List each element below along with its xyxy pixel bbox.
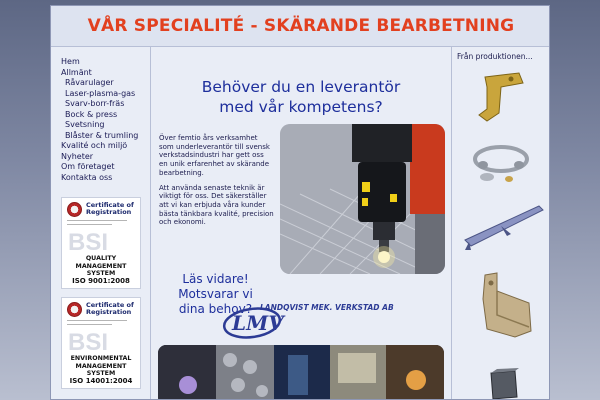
steel-rail-product[interactable] bbox=[457, 192, 547, 252]
bsi-watermark: BSI bbox=[68, 329, 109, 354]
cta-line-3: dina behov? bbox=[178, 302, 253, 316]
intro-paragraph-1: Över femtio års verksamhet som underleverantör till svensk verkstadsindustri har gett oss en unik erfarenhet av skärande bearbetning. bbox=[159, 134, 270, 177]
headline-line-1: Behöver du en leverantör bbox=[201, 78, 401, 96]
headline-line-2: med vår kompetens? bbox=[219, 98, 383, 116]
nav-item-bock-press[interactable]: Bock & press bbox=[65, 109, 118, 119]
certificate-seal-icon bbox=[67, 302, 82, 317]
left-sidebar bbox=[51, 47, 151, 400]
iso-14001-certificate[interactable] bbox=[61, 297, 141, 389]
nav-item-blaster-trumling[interactable]: Blåster & trumling bbox=[65, 130, 139, 140]
cta-line-1: Läs vidare! bbox=[182, 272, 249, 286]
nav-item-laser-plasma-gas[interactable]: Laser-plasma-gas bbox=[65, 88, 136, 98]
laser-machine-illustration bbox=[280, 124, 445, 274]
cert-line-2: MANAGEMENT SYSTEM bbox=[75, 262, 127, 277]
bsi-watermark: BSI bbox=[68, 229, 109, 254]
divider bbox=[67, 324, 112, 325]
brass-bracket-product[interactable] bbox=[457, 69, 547, 127]
nav-item-kontakta-oss[interactable]: Kontakta oss bbox=[61, 172, 113, 182]
main-navigation bbox=[61, 57, 138, 183]
nav-item-kvalite-miljo[interactable]: Kvalité och miljö bbox=[61, 141, 128, 150]
bent-plate-product[interactable] bbox=[457, 269, 547, 339]
laser-cutter-photo bbox=[280, 124, 445, 274]
site-header bbox=[51, 6, 550, 47]
page-title: VÅR SPECIALITÉ - SKÄRANDE BEARBETNING bbox=[87, 16, 515, 36]
intro-paragraph-2: Att använda senaste teknik är viktigt för oss. Det säkerställer att vi kan erbjuda våra kunder bästa tänkbara kvalité, precision och ekonomi. bbox=[159, 183, 274, 227]
iso-9001-certificate[interactable] bbox=[61, 197, 141, 289]
certificate-title: Certificate of Registration bbox=[86, 201, 134, 216]
product-sidebar bbox=[451, 47, 550, 400]
cert-line-1: QUALITY bbox=[85, 255, 117, 262]
cert-standard: ISO 9001:2008 bbox=[72, 276, 130, 285]
nav-item-svetsning[interactable]: Svetsning bbox=[65, 120, 105, 129]
certificate-title: Certificate of Registration bbox=[86, 301, 134, 316]
nav-item-om-foretaget[interactable]: Om företaget bbox=[61, 162, 115, 171]
nav-item-nyheter[interactable]: Nyheter bbox=[61, 151, 94, 161]
company-name: LANDQVIST MEK. VERKSTAD AB bbox=[260, 303, 394, 312]
divider bbox=[67, 320, 127, 321]
production-photo-strip bbox=[158, 345, 444, 400]
nav-item-svarv-borr-fras[interactable]: Svarv-borr-fräs bbox=[65, 99, 125, 108]
nav-item-ravarulager[interactable]: Råvarulager bbox=[65, 78, 114, 87]
headline bbox=[152, 77, 450, 117]
cert-line-2: MANAGEMENT SYSTEM bbox=[75, 362, 127, 377]
certificate-text bbox=[66, 255, 136, 285]
hose-clamp-product[interactable] bbox=[457, 135, 547, 185]
logo-monogram: LMV bbox=[232, 311, 284, 335]
bsi-watermark-icon bbox=[68, 328, 136, 354]
cta-line-2: Motsvarar vi bbox=[178, 287, 253, 301]
divider bbox=[67, 220, 127, 221]
main-content bbox=[152, 47, 450, 400]
square-tube-product[interactable] bbox=[457, 367, 547, 400]
certificate-text bbox=[66, 355, 136, 385]
products-heading: Från produktionen... bbox=[457, 52, 533, 61]
cutting-photos-illustration bbox=[158, 345, 444, 400]
bsi-watermark-icon bbox=[68, 228, 136, 254]
intro-text bbox=[159, 134, 274, 233]
cert-standard: ISO 14001:2004 bbox=[69, 376, 133, 385]
cert-line-1: ENVIRONMENTAL bbox=[70, 355, 132, 362]
page-frame bbox=[50, 5, 550, 400]
certificate-seal-icon bbox=[67, 202, 82, 217]
nav-item-allmant[interactable]: Allmänt bbox=[61, 67, 92, 77]
company-logo bbox=[222, 299, 394, 341]
divider bbox=[67, 224, 112, 225]
nav-item-hem[interactable]: Hem bbox=[61, 57, 80, 66]
